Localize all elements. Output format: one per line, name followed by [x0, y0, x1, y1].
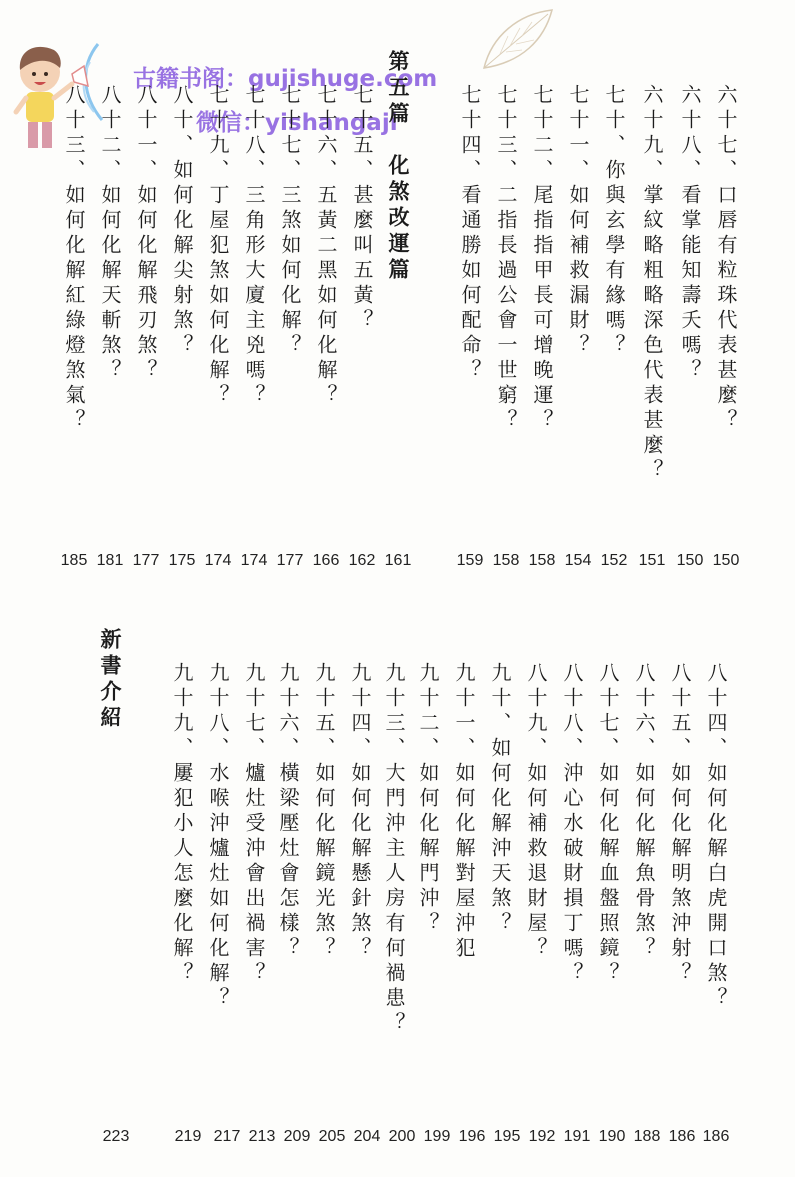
toc-entry: 九十四、如何化解懸針煞？ — [348, 662, 372, 962]
toc-entry: 八十八、沖心水破財損丁嗎？ — [560, 662, 584, 987]
toc-entry: 九十二、如何化解門沖？ — [416, 662, 440, 937]
watermark-wechat: 微信：yishangaji — [196, 110, 398, 136]
leaf-decoration-icon — [478, 6, 556, 74]
toc-entry: 七十七、三煞如何化解？ — [278, 84, 302, 359]
watermark-site: 古籍书阁：gujishuge.com — [133, 66, 438, 92]
page-number: 219 — [174, 1128, 202, 1145]
page-number: 177 — [132, 552, 160, 569]
page-number: 151 — [638, 552, 666, 569]
toc-entry: 六十八、看掌能知壽夭嗎？ — [678, 84, 702, 384]
toc-entry: 九十八、水喉沖爐灶如何化解？ — [206, 662, 230, 1012]
page-number: 209 — [283, 1128, 311, 1145]
page-number: 158 — [492, 552, 520, 569]
toc-entry: 八十一、如何化解飛刃煞？ — [134, 84, 158, 384]
toc-entry: 七十一、如何補救漏財？ — [566, 84, 590, 359]
page-number: 191 — [563, 1128, 591, 1145]
toc-entry: 九十九、屢犯小人怎麼化解？ — [170, 662, 194, 987]
toc-entry: 八十、如何化解尖射煞？ — [170, 84, 194, 359]
page-number: 192 — [528, 1128, 556, 1145]
toc-entry: 九十三、大門沖主人房有何禍患？ — [382, 662, 406, 1037]
page-number: 200 — [388, 1128, 416, 1145]
toc-entry: 八十七、如何化解血盤照鏡？ — [596, 662, 620, 987]
page-number: 175 — [168, 552, 196, 569]
toc-entry: 七十五、甚麼叫五黃？ — [350, 84, 374, 334]
page-number: 174 — [240, 552, 268, 569]
toc-entry: 七十、你與玄學有緣嗎？ — [602, 84, 626, 359]
toc-entry: 七十九、丁屋犯煞如何化解？ — [206, 84, 230, 409]
page-number: 185 — [60, 552, 88, 569]
page-number: 166 — [312, 552, 340, 569]
page-number: 154 — [564, 552, 592, 569]
page-number: 188 — [633, 1128, 661, 1145]
toc-entry: 七十二、尾指指甲長可增晚運？ — [530, 84, 554, 434]
page-number: 195 — [493, 1128, 521, 1145]
cartoon-mascot-icon — [10, 36, 110, 158]
page-number: 152 — [600, 552, 628, 569]
toc-entry: 八十五、如何化解明煞沖射？ — [668, 662, 692, 987]
page-number: 174 — [204, 552, 232, 569]
section-heading: 第五篇 化煞改運篇 — [386, 50, 411, 284]
section-heading: 新書介紹 — [98, 628, 123, 732]
toc-entry: 八十四、如何化解白虎開口煞？ — [704, 662, 728, 1012]
page-number: 190 — [598, 1128, 626, 1145]
page-number: 223 — [102, 1128, 130, 1145]
toc-entry: 八十六、如何化解魚骨煞？ — [632, 662, 656, 962]
toc-entry: 九十一、如何化解對屋沖犯 — [452, 662, 476, 962]
page-number: 205 — [318, 1128, 346, 1145]
page-number: 150 — [676, 552, 704, 569]
page-number: 177 — [276, 552, 304, 569]
toc-entry: 七十四、看通勝如何配命？ — [458, 84, 482, 384]
toc-entry: 六十九、掌紋略粗略深色代表甚麼？ — [640, 84, 664, 484]
page-number: 213 — [248, 1128, 276, 1145]
page-number: 204 — [353, 1128, 381, 1145]
toc-entry: 八十三、如何化解紅綠燈煞氣？ — [62, 84, 86, 434]
page-number: 196 — [458, 1128, 486, 1145]
page-number: 159 — [456, 552, 484, 569]
toc-entry: 七十三、二指長過公會一世窮？ — [494, 84, 518, 434]
toc-entry: 七十八、三角形大廈主兇嗎？ — [242, 84, 266, 409]
page-number: 199 — [423, 1128, 451, 1145]
page-number: 161 — [384, 552, 412, 569]
toc-entry: 六十七、口唇有粒珠代表甚麼？ — [714, 84, 738, 434]
toc-entry: 七十六、五黃二黑如何化解？ — [314, 84, 338, 409]
page-number: 150 — [712, 552, 740, 569]
page-number: 181 — [96, 552, 124, 569]
toc-entry: 九十五、如何化解鏡光煞？ — [312, 662, 336, 962]
toc-entry: 九十六、橫梁壓灶會怎樣？ — [276, 662, 300, 962]
toc-entry: 九十七、爐灶受沖會出禍害？ — [242, 662, 266, 987]
page-number: 158 — [528, 552, 556, 569]
page-number: 217 — [213, 1128, 241, 1145]
page-number: 186 — [702, 1128, 730, 1145]
toc-entry: 九十、如何化解沖天煞？ — [488, 662, 512, 937]
page-number: 162 — [348, 552, 376, 569]
toc-entry: 八十九、如何補救退財屋？ — [524, 662, 548, 962]
toc-entry: 八十二、如何化解天斬煞？ — [98, 84, 122, 384]
page-number: 186 — [668, 1128, 696, 1145]
